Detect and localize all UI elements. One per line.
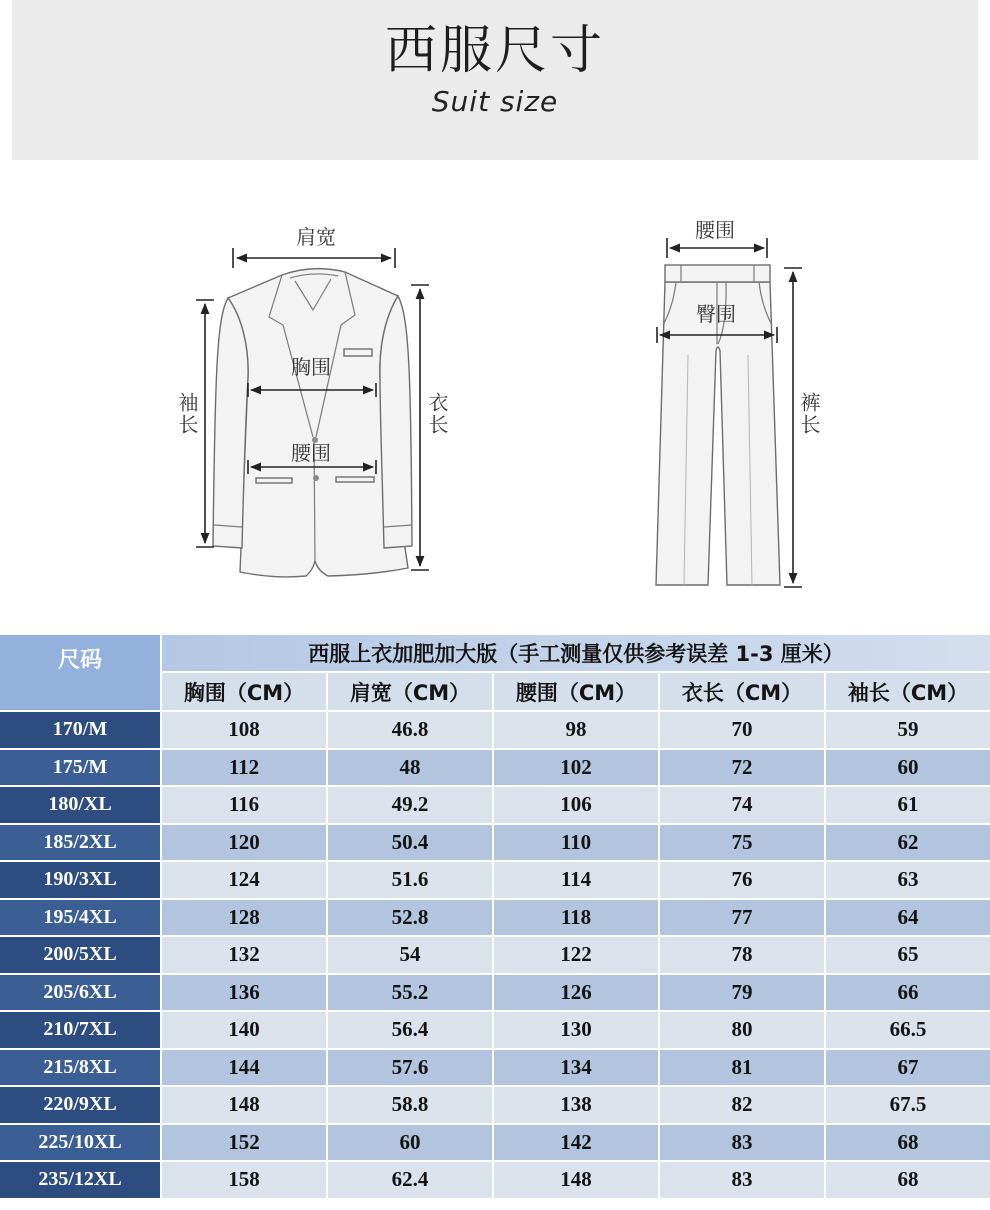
chest-value-cell: 116 — [162, 787, 326, 823]
jacket-sleeve-label: 袖长 — [175, 392, 199, 436]
jacket-length-value-cell: 70 — [660, 712, 824, 748]
waist-value-cell: 118 — [494, 900, 658, 936]
jacket-right-hip-pocket — [336, 477, 374, 482]
chest-value-cell: 152 — [162, 1125, 326, 1161]
pants-hip-label: 臀围 — [696, 302, 736, 326]
size-label-cell: 195/4XL — [0, 900, 160, 936]
chest-value-cell: 108 — [162, 712, 326, 748]
size-label-cell: 180/XL — [0, 787, 160, 823]
sleeve-length-value-cell: 67.5 — [826, 1087, 990, 1123]
sleeve-length-value-cell: 63 — [826, 862, 990, 898]
sleeve-length-value-cell: 66.5 — [826, 1012, 990, 1048]
jacket-length-value-cell: 82 — [660, 1087, 824, 1123]
size-label-cell: 205/6XL — [0, 975, 160, 1011]
chest-value-cell: 136 — [162, 975, 326, 1011]
chest-value-cell: 140 — [162, 1012, 326, 1048]
sleeve-length-value-cell: 64 — [826, 900, 990, 936]
jacket-length-value-cell: 78 — [660, 937, 824, 973]
waist-value-cell: 148 — [494, 1162, 658, 1198]
shoulder-value-cell: 56.4 — [328, 1012, 492, 1048]
jacket-length-value-cell: 80 — [660, 1012, 824, 1048]
sleeve-length-column-header: 袖长（CM） — [826, 673, 990, 710]
sleeve-length-value-cell: 67 — [826, 1050, 990, 1086]
sleeve-length-value-cell: 61 — [826, 787, 990, 823]
waist-value-cell: 122 — [494, 937, 658, 973]
sleeve-length-value-cell: 59 — [826, 712, 990, 748]
size-label-cell: 225/10XL — [0, 1125, 160, 1161]
shoulder-column-header: 肩宽（CM） — [328, 673, 492, 710]
jacket-shoulder-label: 肩宽 — [296, 225, 336, 249]
jacket-waist-label: 腰围 — [291, 441, 331, 465]
jacket-length-value-cell: 83 — [660, 1162, 824, 1198]
size-label-cell: 200/5XL — [0, 937, 160, 973]
size-label-cell: 215/8XL — [0, 1050, 160, 1086]
waist-value-cell: 110 — [494, 825, 658, 861]
shoulder-value-cell: 46.8 — [328, 712, 492, 748]
sleeve-length-value-cell: 60 — [826, 750, 990, 786]
shoulder-value-cell: 60 — [328, 1125, 492, 1161]
sleeve-length-value-cell: 62 — [826, 825, 990, 861]
shoulder-value-cell: 54 — [328, 937, 492, 973]
chest-value-cell: 132 — [162, 937, 326, 973]
measurement-diagram — [0, 165, 990, 620]
chest-value-cell: 128 — [162, 900, 326, 936]
pants-outline — [656, 282, 780, 585]
shoulder-value-cell: 49.2 — [328, 787, 492, 823]
chest-value-cell: 124 — [162, 862, 326, 898]
jacket-button — [313, 475, 319, 481]
size-label-cell: 170/M — [0, 712, 160, 748]
sleeve-length-value-cell: 68 — [826, 1162, 990, 1198]
shoulder-value-cell: 48 — [328, 750, 492, 786]
pants-length-label: 裤长 — [797, 392, 821, 436]
jacket-right-sleeve — [380, 296, 412, 548]
jacket-breast-pocket — [344, 349, 372, 356]
garment-illustration — [0, 165, 990, 620]
sleeve-length-value-cell: 65 — [826, 937, 990, 973]
chest-value-cell: 120 — [162, 825, 326, 861]
jacket-chest-label: 胸围 — [291, 355, 331, 379]
sleeve-length-value-cell: 68 — [826, 1125, 990, 1161]
size-label-cell: 190/3XL — [0, 862, 160, 898]
size-column-header-label: 尺码 — [57, 648, 102, 673]
size-label-cell: 210/7XL — [0, 1012, 160, 1048]
jacket-length-value-cell: 81 — [660, 1050, 824, 1086]
title-banner — [12, 0, 978, 160]
page-title: 西服尺寸 — [384, 21, 605, 81]
jacket-length-value-cell: 75 — [660, 825, 824, 861]
waist-value-cell: 102 — [494, 750, 658, 786]
waist-column-header: 腰围（CM） — [494, 673, 658, 710]
jacket-illustration — [213, 269, 412, 577]
waist-value-cell: 134 — [494, 1050, 658, 1086]
jacket-length-label: 衣长 — [425, 392, 449, 436]
jacket-length-value-cell: 77 — [660, 900, 824, 936]
size-label-cell: 185/2XL — [0, 825, 160, 861]
waist-value-cell: 142 — [494, 1125, 658, 1161]
shoulder-value-cell: 58.8 — [328, 1087, 492, 1123]
shoulder-value-cell: 50.4 — [328, 825, 492, 861]
waist-value-cell: 130 — [494, 1012, 658, 1048]
waist-value-cell: 106 — [494, 787, 658, 823]
jacket-length-value-cell: 76 — [660, 862, 824, 898]
chest-value-cell: 158 — [162, 1162, 326, 1198]
chest-value-cell: 144 — [162, 1050, 326, 1086]
page-subtitle: Suit size — [431, 85, 559, 118]
jacket-left-hip-pocket — [256, 478, 292, 483]
size-label-cell: 220/9XL — [0, 1087, 160, 1123]
chest-value-cell: 112 — [162, 750, 326, 786]
jacket-length-value-cell: 83 — [660, 1125, 824, 1161]
waist-value-cell: 114 — [494, 862, 658, 898]
jacket-length-value-cell: 72 — [660, 750, 824, 786]
sleeve-length-value-cell: 66 — [826, 975, 990, 1011]
chest-value-cell: 148 — [162, 1087, 326, 1123]
shoulder-value-cell: 52.8 — [328, 900, 492, 936]
size-label-cell: 175/M — [0, 750, 160, 786]
shoulder-value-cell: 57.6 — [328, 1050, 492, 1086]
chest-column-header: 胸围（CM） — [162, 673, 326, 710]
jacket-left-sleeve — [213, 298, 248, 548]
size-table — [0, 635, 990, 1198]
jacket-length-value-cell: 79 — [660, 975, 824, 1011]
pants-waist-label: 腰围 — [695, 218, 735, 242]
waist-value-cell: 98 — [494, 712, 658, 748]
shoulder-value-cell: 62.4 — [328, 1162, 492, 1198]
jacket-length-value-cell: 74 — [660, 787, 824, 823]
shoulder-value-cell: 55.2 — [328, 975, 492, 1011]
jacket-length-column-header: 衣长（CM） — [660, 673, 824, 710]
size-column-header — [0, 635, 160, 710]
waist-value-cell: 126 — [494, 975, 658, 1011]
waist-value-cell: 138 — [494, 1087, 658, 1123]
size-label-cell: 235/12XL — [0, 1162, 160, 1198]
shoulder-width-arrow — [233, 248, 395, 268]
shoulder-value-cell: 51.6 — [328, 862, 492, 898]
table-group-header: 西服上衣加肥加大版（手工测量仅供参考误差 1-3 厘米） — [162, 635, 990, 671]
